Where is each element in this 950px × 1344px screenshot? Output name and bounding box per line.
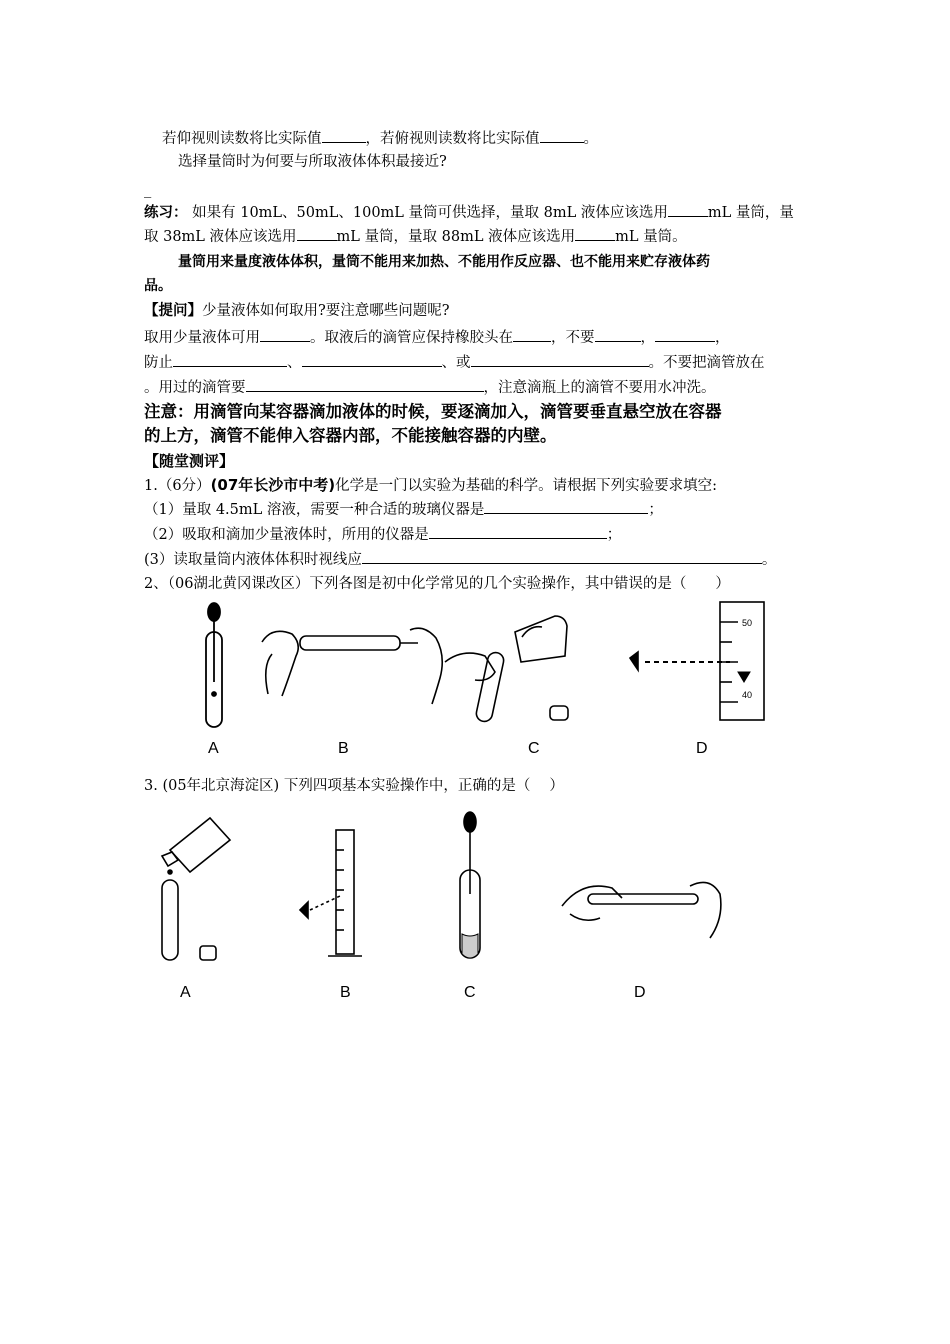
q2-tick-label-bottom: 40 bbox=[742, 690, 753, 700]
text: ； bbox=[606, 527, 622, 543]
dropper-line-2 bbox=[144, 352, 765, 373]
text: 取 38mL 液体应该选用 bbox=[144, 229, 297, 245]
q1-number: 1.（6分） bbox=[144, 478, 211, 494]
q3-c-dropper-above-tube-illustration bbox=[460, 812, 480, 958]
q3-figures bbox=[150, 810, 740, 970]
text: 。不要把滴管放在 bbox=[648, 355, 765, 371]
practice-line-1 bbox=[144, 202, 794, 223]
answer-blank[interactable] bbox=[471, 352, 649, 367]
q3-a-bottle-pour-illustration bbox=[162, 818, 230, 960]
q2-label-c: C bbox=[528, 740, 540, 757]
rule-line-2: 品。 bbox=[144, 278, 172, 294]
q2-label-a: A bbox=[208, 740, 219, 757]
text: 、 bbox=[287, 355, 302, 371]
answer-blank[interactable] bbox=[655, 327, 715, 342]
text: ，若俯视则读数将比实际值 bbox=[365, 131, 540, 147]
answer-blank[interactable] bbox=[246, 377, 484, 392]
answer-blank[interactable] bbox=[513, 327, 551, 342]
text: 若仰视则读数将比实际值 bbox=[162, 131, 322, 147]
text: ， bbox=[640, 330, 655, 346]
answer-blank[interactable] bbox=[260, 327, 310, 342]
answer-blank[interactable] bbox=[575, 226, 615, 241]
answer-blank[interactable] bbox=[668, 202, 708, 217]
text: （1）量取 4.5mL 溶液，需要一种合适的玻璃仪器是 bbox=[144, 502, 485, 518]
text: 如果有 10mL、50mL、100mL 量筒可供选择，量取 8mL 液体应该选用 bbox=[187, 205, 668, 221]
text: mL 量筒，量取 88mL 液体应该选用 bbox=[336, 229, 576, 245]
answer-blank[interactable] bbox=[302, 352, 442, 367]
q2-line: 2、（06湖北黄冈课改区）下列各图是初中化学常见的几个实验操作，其中错误的是（ ） bbox=[144, 576, 730, 592]
text: （2）吸取和滴加少量液体时，所用的仪器是 bbox=[144, 527, 429, 543]
dash-mark: _ bbox=[144, 182, 152, 198]
answer-blank[interactable] bbox=[595, 327, 641, 342]
text: 化学是一门以实验为基础的科学。请根据下列实验要求填空: bbox=[335, 478, 718, 494]
q2-b-hands-tube-illustration bbox=[262, 628, 442, 704]
text: 。取液后的滴管应保持橡胶头在 bbox=[310, 330, 513, 346]
text: mL 量筒。 bbox=[615, 229, 687, 245]
rule-line-1: 量筒用来量度液体体积，量筒不能用来加热、不能用作反应器、也不能用来贮存液体药 bbox=[178, 254, 710, 270]
text: 少量液体如何取用?要注意哪些问题呢? bbox=[202, 303, 450, 319]
q1-part-2 bbox=[144, 524, 621, 545]
text: 。 bbox=[761, 552, 777, 568]
question-label: 【提问】 bbox=[144, 303, 202, 319]
notice-line-1: 注意：用滴管向某容器滴加液体的时候，要逐滴加入，滴管要垂直悬空放在容器 bbox=[144, 402, 722, 421]
text: ，注意滴瓶上的滴管不要用水冲洗。 bbox=[483, 380, 716, 396]
answer-blank[interactable] bbox=[540, 128, 584, 143]
answer-blank[interactable] bbox=[484, 499, 648, 514]
q1-line bbox=[144, 475, 717, 496]
text: 。用过的滴管要 bbox=[144, 380, 246, 396]
answer-blank[interactable] bbox=[362, 549, 762, 564]
reading-question: 选择量筒时为何要与所取液体体积最接近? bbox=[178, 154, 447, 170]
answer-blank[interactable] bbox=[429, 524, 607, 539]
q2-label-d: D bbox=[696, 740, 708, 757]
reading-line bbox=[162, 128, 598, 149]
text: 防止 bbox=[144, 355, 173, 371]
notice-line-2: 的上方，滴管不能伸入容器内部，不能接触容器的内壁。 bbox=[144, 426, 557, 445]
text: ， bbox=[715, 330, 730, 346]
q2-tick-label-top: 50 bbox=[742, 618, 753, 628]
text: (3）读取量筒内液体体积时视线应 bbox=[144, 552, 362, 568]
text: 取用少量液体可用 bbox=[144, 330, 260, 346]
text: 。 bbox=[583, 131, 598, 147]
q3-label-d: D bbox=[634, 984, 646, 1001]
answer-blank[interactable] bbox=[173, 352, 287, 367]
q2-a-dropper-in-tube-illustration bbox=[206, 603, 222, 727]
text: mL 量筒，量 bbox=[707, 205, 794, 221]
text: ； bbox=[648, 502, 663, 518]
practice-label: 练习： bbox=[144, 205, 188, 221]
q1-part-1 bbox=[144, 499, 663, 520]
q3-label-a: A bbox=[180, 984, 191, 1001]
q3-label-c: C bbox=[464, 984, 476, 1001]
q3-line: 3. (05年北京海淀区) 下列四项基本实验操作中，正确的是（ ） bbox=[144, 778, 564, 794]
answer-blank[interactable] bbox=[322, 128, 366, 143]
question-line bbox=[144, 301, 450, 321]
q3-d-hands-tube-illustration bbox=[562, 882, 721, 938]
q1-source: (07年长沙市中考) bbox=[210, 476, 336, 494]
q2-figures bbox=[190, 602, 790, 732]
q1-part-3 bbox=[144, 549, 776, 570]
text: ，不要 bbox=[551, 330, 595, 346]
q2-label-b: B bbox=[338, 740, 349, 757]
answer-blank[interactable] bbox=[297, 226, 337, 241]
dropper-line-3 bbox=[144, 377, 716, 398]
q3-b-cylinder-reading-illustration bbox=[300, 830, 362, 956]
q3-label-b: B bbox=[340, 984, 351, 1001]
dropper-line-1 bbox=[144, 327, 730, 348]
q2-c-pouring-illustration bbox=[445, 616, 568, 723]
test-header: 【随堂测评】 bbox=[144, 452, 235, 470]
text: 、或 bbox=[441, 355, 471, 371]
practice-line-2 bbox=[144, 226, 687, 247]
